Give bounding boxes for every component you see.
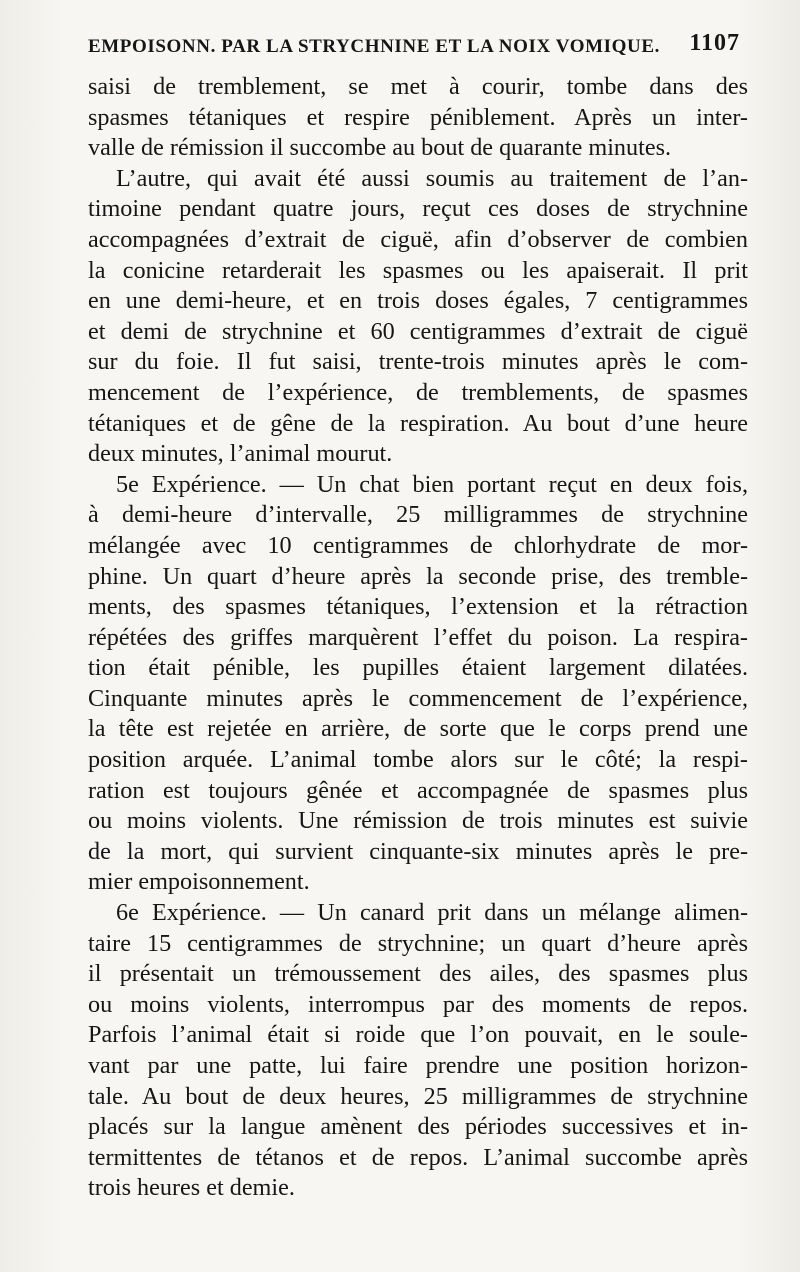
text-line: phine. Un quart d’heure après la seconde prise, des tremble- xyxy=(88,562,748,590)
text-line: ou moins violents, interrompus par des moments de repos. xyxy=(88,990,748,1018)
running-head: EMPOISONN. PAR LA STRYCHNINE ET LA NOIX VOMIQUE. xyxy=(88,36,660,57)
page-number: 1107 xyxy=(689,30,740,56)
text-line: 5e Expérience. — Un chat bien portant reçut en deux fois, xyxy=(116,470,748,498)
text-line: L’autre, qui avait été aussi soumis au traitement de l’an- xyxy=(116,164,748,192)
text-line: saisi de tremblement, se met à courir, tombe dans des xyxy=(88,73,748,100)
text-line: Cinquante minutes après le commencement de l’expérience, xyxy=(88,684,748,712)
text-line: ration est toujours gênée et accompagnée de spasmes plus xyxy=(88,776,748,804)
text-line: taire 15 centigrammes de strychnine; un quart d’heure après xyxy=(88,929,748,957)
text-line: tétaniques et de gêne de la respiration. Au bout d’une heure xyxy=(88,409,748,437)
text-line: la tête est rejetée en arrière, de sorte que le corps prend une xyxy=(88,715,748,743)
text-line: valle de rémission il succombe au bout de quarante minutes. xyxy=(88,134,672,162)
text-line: termittentes de tétanos et de repos. L’animal succombe après xyxy=(88,1143,748,1171)
text-line: de la mort, qui survient cinquante-six minutes après le pre- xyxy=(88,837,748,865)
text-line: et demi de strychnine et 60 centigrammes d’extrait de ciguë xyxy=(88,317,748,345)
text-line: en une demi-heure, et en trois doses égales, 7 centigrammes xyxy=(88,287,748,315)
body-text xyxy=(88,72,748,1204)
text-line: placés sur la langue amènent des périodes successives et in- xyxy=(88,1113,748,1141)
text-line: il présentait un trémoussement des ailes, des spasmes plus xyxy=(88,960,748,988)
text-line: ments, des spasmes tétaniques, l’extension et la rétraction xyxy=(88,593,748,621)
text-line: ou moins violents. Une rémission de trois minutes est suivie xyxy=(88,807,748,835)
text-line: répétées des griffes marquèrent l’effet du poison. La respira- xyxy=(88,623,748,651)
text-line: deux minutes, l’animal mourut. xyxy=(88,440,393,468)
text-line: mencement de l’expérience, de tremblements, de spasmes xyxy=(88,378,748,406)
text-line: mier empoisonnement. xyxy=(88,868,310,896)
text-line: tale. Au bout de deux heures, 25 milligrammes de strychnine xyxy=(88,1082,748,1110)
text-line: vant par une patte, lui faire prendre une position horizon- xyxy=(88,1052,748,1079)
text-line: 6e Expérience. — Un canard prit dans un mélange alimen- xyxy=(116,899,748,927)
text-line: spasmes tétaniques et respire péniblement. Après un inter- xyxy=(88,103,748,131)
text-line: la conicine retarderait les spasmes ou les apaiserait. Il prit xyxy=(88,256,748,284)
text-line: trois heures et demie. xyxy=(88,1174,295,1202)
text-line: tion était pénible, les pupilles étaient largement dilatées. xyxy=(88,654,748,682)
text-line: position arquée. L’animal tombe alors sur le côté; la respi- xyxy=(88,746,748,774)
text-line: Parfois l’animal était si roide que l’on pouvait, en le soule- xyxy=(88,1021,748,1049)
text-line: sur du foie. Il fut saisi, trente-trois minutes après le com- xyxy=(88,348,748,376)
text-line: accompagnées d’extrait de ciguë, afin d’observer de combien xyxy=(88,225,748,253)
text-line: à demi-heure d’intervalle, 25 milligrammes de strychnine xyxy=(88,501,748,529)
text-line: timoine pendant quatre jours, reçut ces doses de strychnine xyxy=(88,195,748,223)
page-header xyxy=(88,30,740,64)
text-line: mélangée avec 10 centigrammes de chlorhydrate de mor- xyxy=(88,531,748,559)
